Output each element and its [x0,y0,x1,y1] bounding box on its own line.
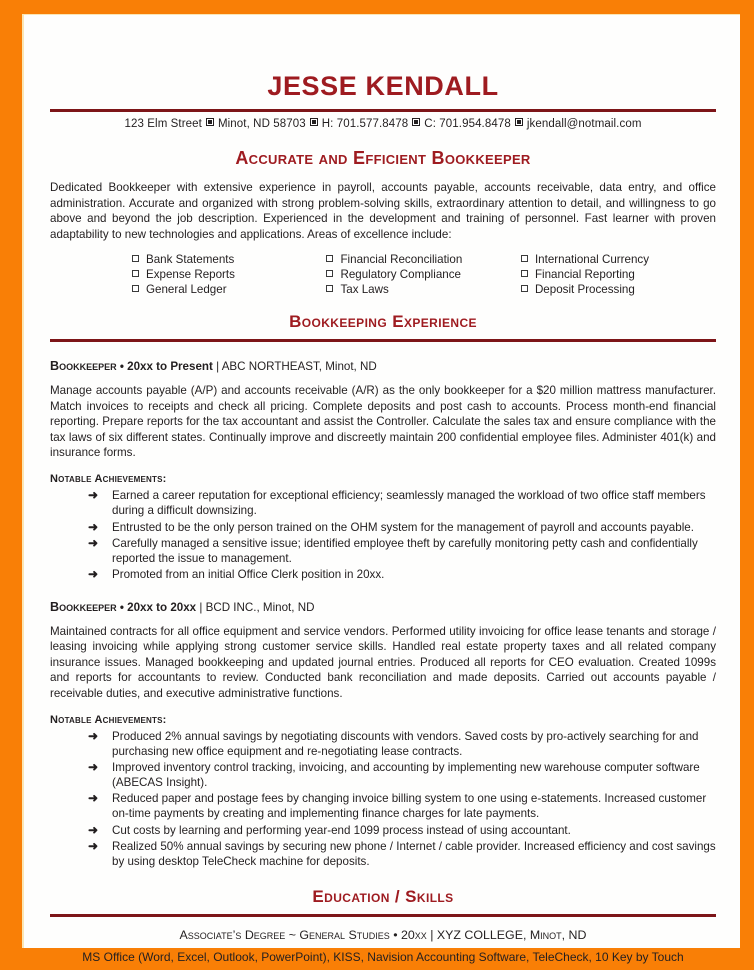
achievement-text: Carefully managed a sensitive issue; identified employee theft by carefully monitoring petty cash and confidentially reported the issue to management. [112,537,698,565]
bullet-square-icon [326,285,333,292]
skill-label: Financial Reconciliation [340,253,463,267]
job-description: Manage accounts payable (A/P) and accounts receivable (A/R) as the only bookkeeper for a $20 million mattress manufacturer. Match invoices to receipts and check all pricing. Complete deposits and post cash to accounts. Process month-end financial reporting. Prepare reports for the tax accountant and assist the Controller. Calculate the sales tax and ensure compliance with the tax laws of six different states. Continually improve and discreetly maintain 200 confidential employee files. Administer 401(k) and insurance forms. [50,384,716,459]
skills-column-3 [521,252,715,297]
skill-label: Deposit Processing [534,283,635,297]
job-separator: • [119,600,124,614]
achievements-list [50,730,716,869]
achievement-item [88,537,716,566]
skill-label: Bank Statements [146,253,235,267]
job-description: Maintained contracts for all office equipment and service vendors. Performed utility invoicing for office lease tenants and storage / leasing invoicing while applying strong customer service skills. Handled real estate property taxes and all related company insurance issues. Managed bookkeeping and updated journal entries. Produced all reports for CEO evaluation. Created 1099s and reports for accountants to review. Conducted bank reconciliation and made deposits. Carried out accounts payable / receivable duties, and executive administrative functions. [50,624,716,700]
achievements-label: Notable Achievements: [50,473,167,486]
skill-label: Regulatory Compliance [340,268,461,282]
arrow-bullet-icon: ➜ [88,729,99,743]
job-company: ABC NORTHEAST, Minot, ND [221,360,377,374]
skill-item [521,267,715,282]
skill-label: General Ledger [146,283,227,297]
skill-item [326,252,520,267]
achievement-item [88,730,716,759]
professional-summary: Dedicated Bookkeeper with extensive experience in payroll, accounts payable, accounts receivable, data entry, and office administration. Accurate and organized with strong problem-solving skills, extraordinary attention to detail, and willingness to go above and beyond the job description. Experienced in the development and training of personnel. Fast learner with proven adaptability to new technologies and applications. Areas of excellence include: [50,181,716,241]
achievement-item [88,824,716,839]
resume-paper [22,14,740,965]
resume-content [50,15,716,965]
achievement-item [88,840,716,869]
achievement-text: Earned a career reputation for exceptional efficiency; seamlessly managed the workload of two office staff members during a difficult downsizing. [112,489,706,517]
contact-home-phone: H: 701.577.8478 [321,118,409,130]
contact-line [50,118,716,130]
skills-column-1 [132,252,326,297]
bullet-square-icon [132,255,139,262]
skill-item [326,282,520,297]
bullet-square-icon [132,270,139,277]
achievement-item [88,489,716,518]
skill-item [521,252,715,267]
skills-column-2 [326,252,520,297]
achievement-text: Cut costs by learning and performing year-end 1099 process instead of using accountant. [112,823,571,837]
skill-item [521,282,715,297]
arrow-bullet-icon: ➜ [88,519,99,534]
skill-label: International Currency [534,253,650,267]
achievement-item [88,521,716,536]
achievement-text: Improved inventory control tracking, invoicing, and accounting by implementing new warehouse computer software (ABECAS Insight). [112,761,700,789]
separator-square-icon [515,118,523,126]
contact-city: Minot, ND 58703 [217,118,306,130]
bullet-square-icon [132,285,139,292]
bullet-square-icon [521,270,528,277]
arrow-bullet-icon: ➜ [88,536,99,551]
experience-entry [50,359,716,583]
header-rule [50,109,716,112]
achievements-label: Notable Achievements: [50,714,167,726]
candidate-name: JESSE KENDALL [267,71,499,101]
achievements-list [50,489,716,583]
achievement-text: Produced 2% annual savings by negotiating discounts with vendors. Saved costs by pro-actively searching for and purchasing new office equipment and re-negotiating lease contracts. [112,730,699,758]
job-dates: 20xx to 20xx [127,600,197,614]
bullet-square-icon [521,285,528,292]
skill-label: Tax Laws [340,283,389,297]
job-divider: | [216,360,220,374]
achievement-item [88,792,716,821]
section-rule-experience [50,339,716,342]
job-title-line [50,600,716,615]
achievement-text: Reduced paper and postage fees by changing invoice billing system to one using e-statements. Increased customer on-time payments by creating and implementing finance charges for late payments. [112,792,707,820]
achievement-text: Promoted from an initial Office Clerk position in 20xx. [112,568,385,582]
contact-address: 123 Elm Street [124,118,202,130]
skill-label: Financial Reporting [534,268,635,282]
skill-item [132,282,326,297]
arrow-bullet-icon: ➜ [88,791,99,806]
job-role: Bookkeeper [50,359,117,374]
contact-email: jkendall@notmail.com [526,118,642,130]
job-company: BCD INC., Minot, ND [205,600,315,614]
section-title-education: Education / Skills [312,887,454,907]
core-skills-columns [50,252,716,297]
separator-square-icon [310,118,318,126]
arrow-bullet-icon: ➜ [88,839,99,854]
achievement-item [88,761,716,790]
education-degree-line: Associate’s Degree ~ General Studies • 20xx | XYZ COLLEGE, Minot, ND [179,928,587,943]
separator-square-icon [206,118,214,126]
arrow-bullet-icon: ➜ [88,488,99,503]
professional-headline: Accurate and Efficient Bookkeeper [235,148,531,168]
arrow-bullet-icon: ➜ [88,760,99,775]
job-separator: • [119,360,124,374]
contact-cell-phone: C: 701.954.8478 [424,118,511,130]
section-title-experience: Bookkeeping Experience [289,312,477,332]
skill-item [132,267,326,282]
achievement-text: Realized 50% annual savings by securing new phone / Internet / cable provider. Increased efficiency and cost savings by using desktop TeleCheck machine for deposits. [112,840,716,868]
skill-item [326,267,520,282]
resume-sheet [24,15,740,965]
skill-label: Expense Reports [146,268,235,282]
arrow-bullet-icon: ➜ [88,822,99,837]
experience-entry [50,600,716,869]
arrow-bullet-icon: ➜ [88,567,99,582]
achievement-text: Entrusted to be the only person trained on the OHM system for the management of payroll and accounts payable. [112,520,694,534]
achievement-item [88,568,716,583]
education-skills-line: MS Office (Word, Excel, Outlook, PowerPoint), KISS, Navision Accounting Software, TeleCheck, 10 Key by Touch [82,950,684,965]
bullet-square-icon [326,270,333,277]
bullet-square-icon [326,255,333,262]
section-rule-education [50,914,716,917]
job-title-line [50,359,716,374]
skill-item [132,252,326,267]
job-divider: | [199,600,203,614]
job-role: Bookkeeper [50,599,117,614]
separator-square-icon [412,118,420,126]
job-dates: 20xx to Present [127,360,213,374]
bullet-square-icon [521,255,528,262]
